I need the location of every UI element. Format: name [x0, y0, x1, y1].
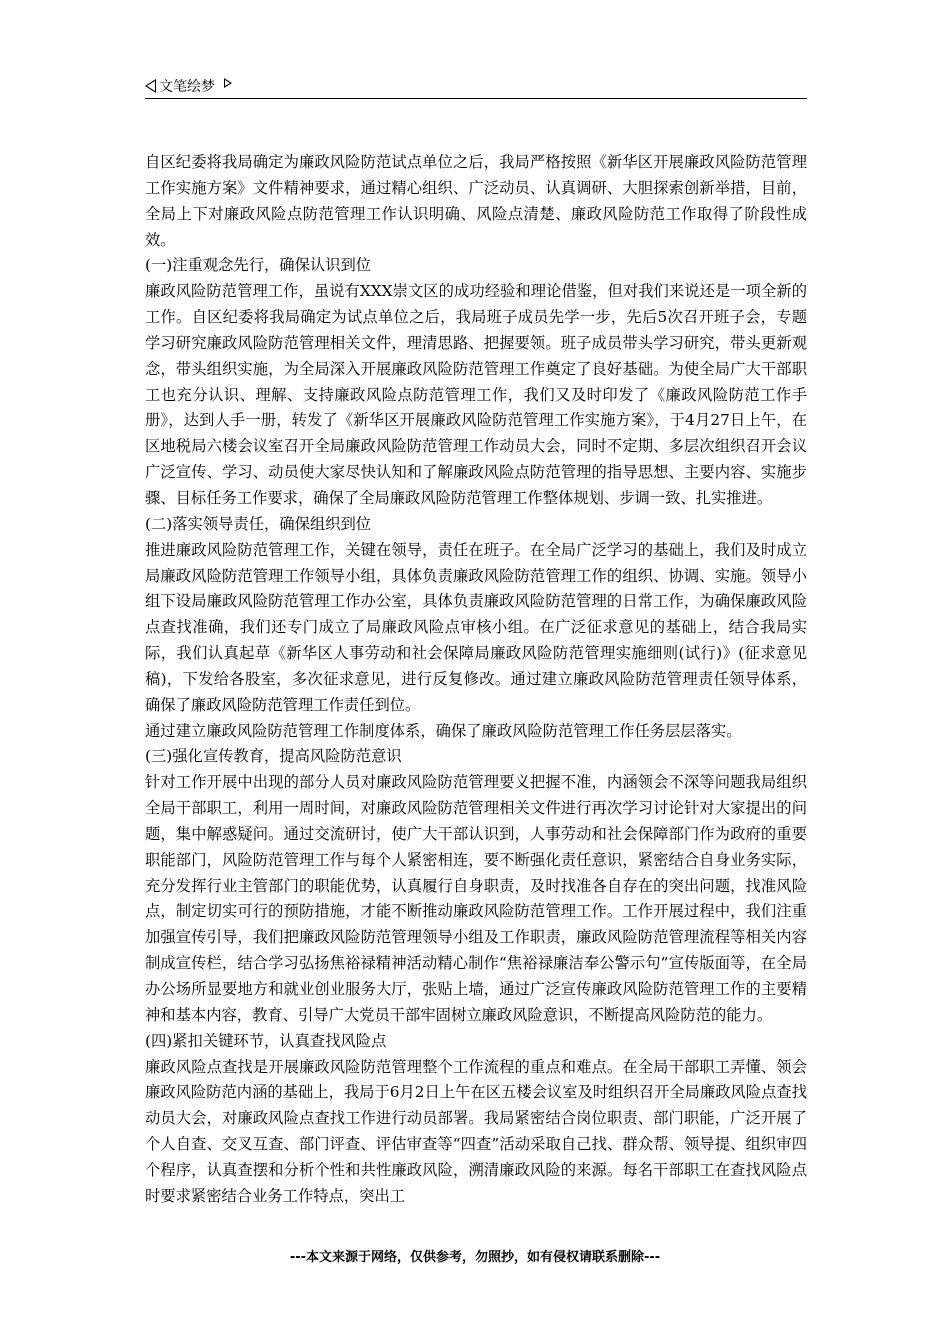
paragraph: 针对工作开展中出现的部分人员对廉政风险防范管理要义把握不准，内涵领会不深等问题我局组织全局干部职工，利用一周时间，对廉政风险防范管理相关文件进行再次学习讨论针对大家提出的问题，集中解惑疑问。通过交流研讨，使广大干部认识到，人事劳动和社会保障部门作为政府的重要职能部门，风险防范管理工作与每个人紧密相连，要不断强化责任意识，紧密结合自身业务实际，充分发挥行业主管部门的职能优势，认真履行自身职责，及时找准各自存在的突出问题，找准风险点，制定切实可行的预防措施，才能不断推动廉政风险防范管理工作。工作开展过程中，我们注重加强宣传引导，我们把廉政风险防范管理领导小组及工作职责，廉政风险防范管理流程等相关内容制成宣传栏，结合学习弘扬焦裕禄精神活动精心制作“焦裕禄廉洁奉公警示句”宣传版面等，在全局办公场所显要地方和就业创业服务大厅，张贴上墙，通过广泛宣传廉政风险防范管理工作的主要精神和基本内容，教育、引导广大党员干部牢固树立廉政风险意识，不断提高风险防范的能力。: [145, 773, 807, 1024]
header-brand: [145, 76, 232, 96]
paragraph: 廉政风险点查找是开展廉政风险防范管理整个工作流程的重点和难点。在全局干部职工弄懂、领会廉政风险防范内涵的基础上，我局于6月2日上午在区五楼会议室及时组织召开全局廉政风险点查找动员大会，对廉政风险点查找工作进行动员部署。我局紧密结合岗位职责、部门职能，广泛开展了个人自查、交叉互查、部门评查、评估审查等“四查”活动采取自己找、群众帮、领导提、组织审四个程序，认真查摆和分析个性和共性廉政风险，溯清廉政风险的来源。每名干部职工在查找风险点时要求紧密结合业务工作特点，突出工: [145, 1057, 807, 1205]
section-heading-1: (一)注重观念先行，确保认识到位: [145, 256, 372, 275]
triangle-right-icon: [224, 78, 232, 88]
section-heading-4: (四)紧扣关键环节，认真查找风险点: [145, 1031, 387, 1050]
document-body: [145, 150, 807, 1210]
page-header: [145, 74, 807, 99]
paragraph: 推进廉政风险防范管理工作，关键在领导，责任在班子。在全局广泛学习的基础上，我们及时成立局廉政风险防范管理工作领导小组，具体负责廉政风险防范管理工作的组织、协调、实施。领导小组下设局廉政风险防范管理工作办公室，具体负责廉政风险防范管理的日常工作，为确保廉政风险点查找准确，我们还专门成立了局廉政风险点审核小组。在广泛征求意见的基础上，结合我局实际，我们认真起草《新华区人事劳动和社会保障局廉政风险防范管理实施细则(试行)》(征求意见稿)，下发给各股室，多次征求意见，进行反复修改。通过建立廉政风险防范管理责任领导体系，确保了廉政风险防范管理工作责任到位。: [145, 540, 807, 714]
triangle-left-icon: [145, 79, 156, 93]
page-footer: ---本文来源于网络，仅供参考，勿照抄，如有侵权请联系删除---: [289, 1250, 661, 1265]
section-heading-3: (三)强化宣传教育，提高风险防范意识: [145, 747, 402, 766]
paragraph-intro: 自区纪委将我局确定为廉政风险防范试点单位之后，我局严格按照《新华区开展廉政风险防范管理工作实施方案》文件精神要求，通过精心组织、广泛动员、认真调研、大胆探索创新举措，目前，全局上下对廉政风险点防范管理工作认识明确、风险点清楚、廉政风险防范工作取得了阶段性成效。: [145, 153, 807, 249]
paragraph: 廉政风险防范管理工作，虽说有XXX崇文区的成功经验和理论借鉴，但对我们来说还是一项全新的工作。自区纪委将我局确定为试点单位之后，我局班子成员先学一步，先后5次召开班子会，专题学习研究廉政风险防范管理相关文件，理清思路、把握要领。班子成员带头学习研究，带头更新观念，带头组织实施，为全局深入开展廉政风险防范管理工作奠定了良好基础。为使全局广大干部职工也充分认识、理解、支持廉政风险点防范管理工作，我们又及时印发了《廉政风险防范工作手册》，达到人手一册，转发了《新华区开展廉政风险防范管理工作实施方案》，于4月27日上午，在区地税局六楼会议室召开全局廉政风险防范管理工作动员大会，同时不定期、多层次组织召开会议广泛宣传、学习、动员使大家尽快认知和了解廉政风险点防范管理的指导思想、主要内容、实施步骤、目标任务工作要求，确保了全局廉政风险防范管理工作整体规划、步调一致、扎实推进。: [145, 282, 807, 507]
section-heading-2: (二)落实领导责任，确保组织到位: [145, 514, 372, 533]
paragraph: 通过建立廉政风险防范管理工作制度体系，确保了廉政风险防范管理工作任务层层落实。: [145, 721, 742, 740]
header-brand-text: 文笔绘梦: [159, 79, 215, 95]
